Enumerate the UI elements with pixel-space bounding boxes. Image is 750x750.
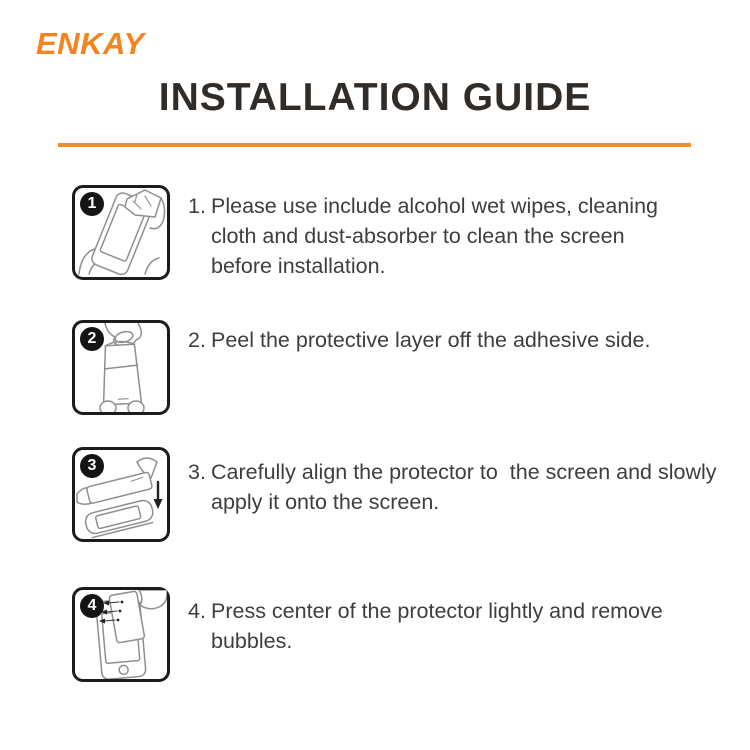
- step-2-badge-number: 2: [87, 330, 97, 347]
- step-4-illustration-box: [72, 587, 170, 682]
- step-row-3: [0, 447, 750, 547]
- step-1-line-2: cloth and dust-absorber to clean the screen: [211, 224, 625, 248]
- step-2-badge: [80, 327, 104, 351]
- down-arrow-icon: [154, 482, 163, 509]
- step-4-badge-number: 4: [87, 597, 97, 614]
- page-title: INSTALLATION GUIDE: [158, 76, 592, 119]
- step-4-badge: [80, 594, 104, 618]
- pressing-hand-icon: [139, 590, 167, 609]
- step-1-line-3: before installation.: [211, 254, 386, 278]
- step-4-number: 4.: [188, 599, 206, 623]
- step-3-line-1: Carefully align the protector to the screen and slowly: [211, 460, 717, 484]
- step-3-text: [188, 457, 728, 517]
- step-3-line-2: apply it onto the screen.: [211, 490, 440, 514]
- step-1-line-1: Please use include alcohol wet wipes, cleaning: [211, 194, 658, 218]
- step-3-illustration-box: [72, 447, 170, 542]
- step-2-illustration-box: [72, 320, 170, 415]
- step-row-2: [0, 320, 750, 420]
- step-2-text: [188, 325, 728, 355]
- protective-film-icon: [100, 341, 141, 405]
- step-3-badge-number: 3: [87, 457, 97, 474]
- step-row-4: [0, 587, 750, 687]
- step-row-1: [0, 185, 750, 285]
- enkay-logo: ENKAY: [36, 26, 145, 61]
- phone-icon: [84, 499, 156, 539]
- step-1-badge: [80, 192, 104, 216]
- step-1-badge-number: 1: [87, 195, 97, 212]
- step-2-line-1: Peel the protective layer off the adhesive side.: [211, 328, 651, 352]
- title-divider: [58, 143, 691, 147]
- step-1-illustration-box: [72, 185, 170, 280]
- step-1-text: [188, 191, 728, 281]
- step-3-badge: [80, 454, 104, 478]
- step-3-number: 3.: [188, 460, 206, 484]
- step-2-number: 2.: [188, 328, 206, 352]
- step-4-line-2: bubbles.: [211, 629, 293, 653]
- step-4-line-1: Press center of the protector lightly and remove: [211, 599, 663, 623]
- step-4-text: [188, 596, 728, 656]
- step-1-number: 1.: [188, 194, 206, 218]
